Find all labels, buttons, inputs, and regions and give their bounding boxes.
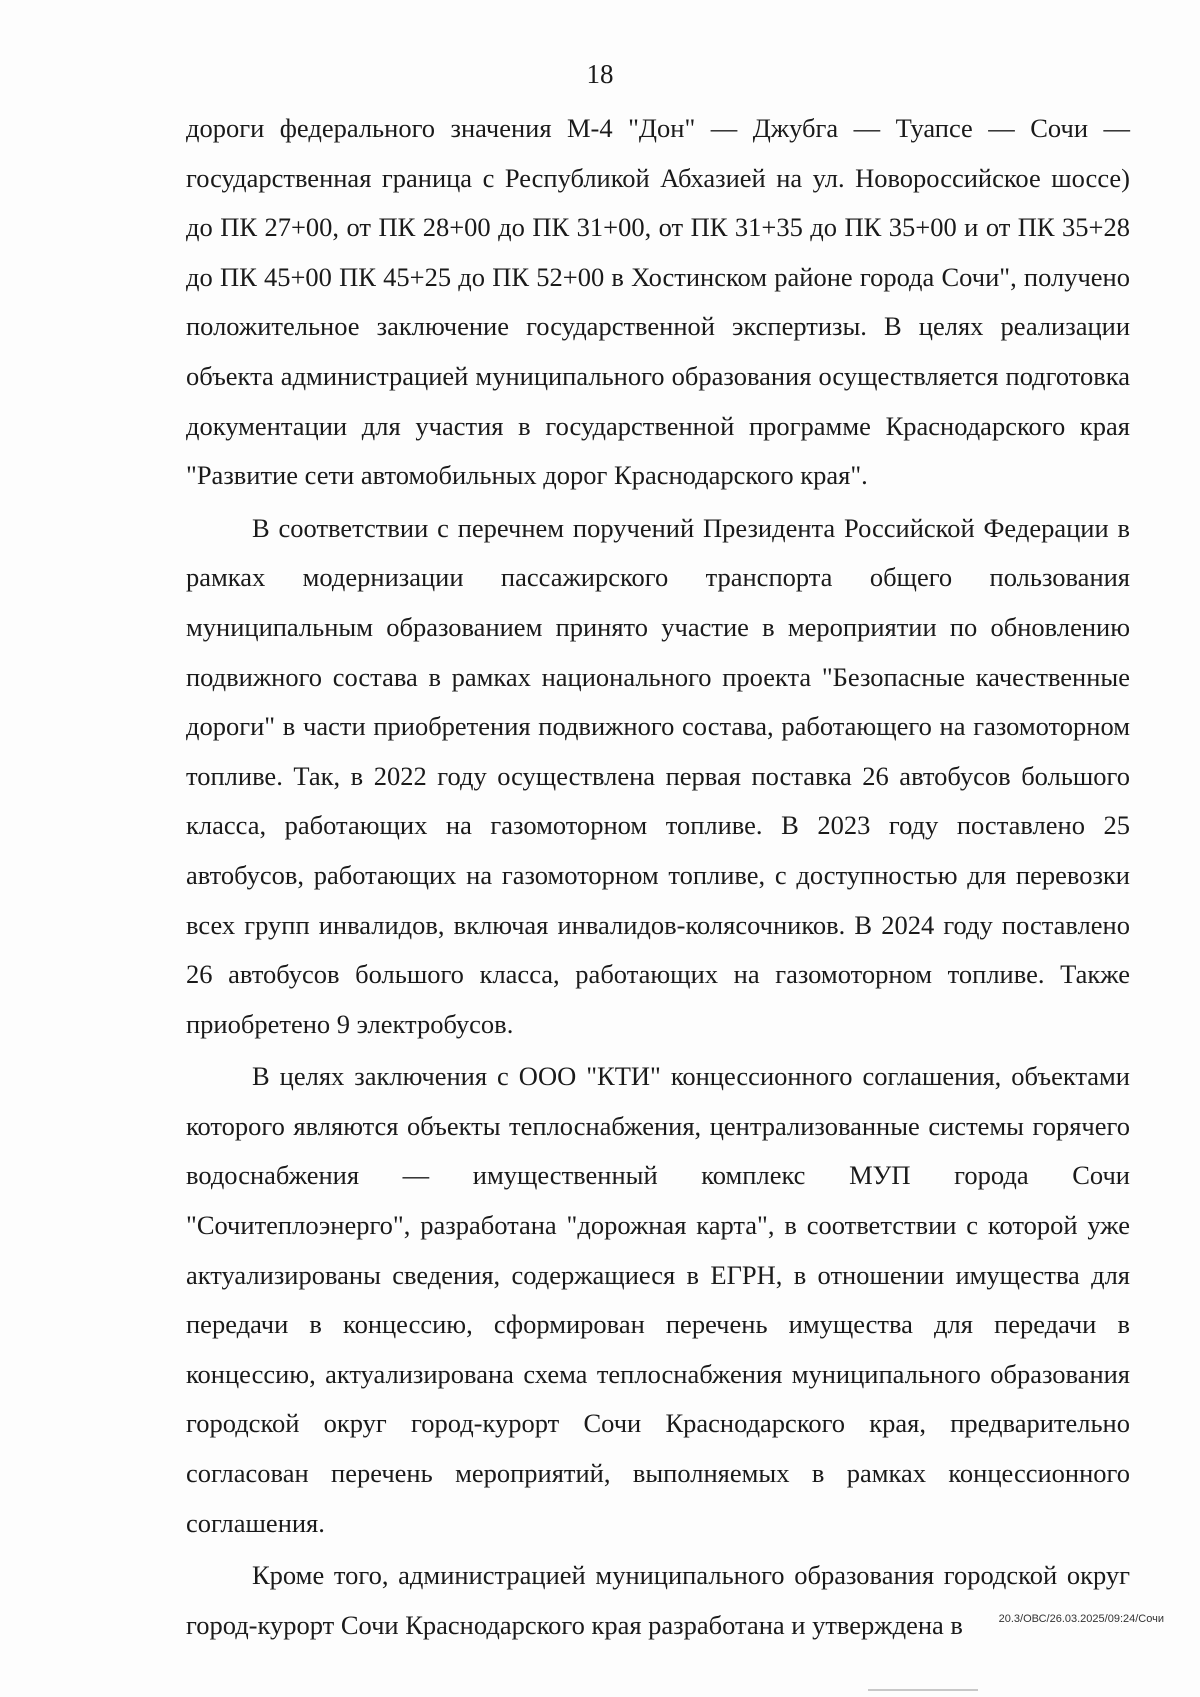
paragraph-road-continuation: дороги федерального значения М-4 "Дон" — Джубга — Туапсе — Сочи — государственная граница с Республикой Абхазией на ул. Новороссийское шоссе) до ПК 27+00, от ПК 28+00 до ПК 31+00, от ПК 31+35 до ПК 35+00 и от ПК 35+28 до ПК 45+00 ПК 45+25 до ПК 52+00 в Хостинском районе города Сочи", получено положительное заключение государственной экспертизы. В целях реализации объекта администрацией муниципального образования осуществляется подготовка документации для участия в государственной программе Краснодарского края "Развитие сети автомобильных дорог Краснодарского края". bbox=[186, 113, 1130, 491]
page-number: 18 bbox=[586, 59, 614, 89]
paragraph-concession: В целях заключения с ООО "КТИ" концессионного соглашения, объектами которого являются объекты теплоснабжения, централизованные системы горячего водоснабжения — имущественный комплекс МУП города Сочи "Сочитеплоэнерго", разработана "дорожная карта", в соответствии с которой уже актуализированы сведения, содержащиеся в ЕГРН, в отношении имущества для передачи в концессию, сформирован перечень имущества для передачи в концессию, актуализирована схема теплоснабжения муниципального образования городской округ город-курорт Сочи Краснодарского края, предварительно согласован перечень мероприятий, выполняемых в рамках концессионного соглашения. bbox=[186, 1061, 1130, 1538]
document-stamp: 20.3/ОВС/26.03.2025/09:24/Сочи bbox=[998, 1613, 1164, 1625]
paragraph-bus-fleet: В соответствии с перечнем поручений Президента Российской Федерации в рамках модернизации пассажирского транспорта общего пользования муниципальным образованием принято участие в мероприятии по обновлению подвижного состава в рамках национального проекта "Безопасные качественные дороги" в части приобретения подвижного состава, работающего на газомоторном топливе. Так, в 2022 году осуществлена первая поставка 26 автобусов большого класса, работающих на газомоторном топливе. В 2023 году поставлено 25 автобусов, работающих на газомоторном топливе, с доступностью для перевозки всех групп инвалидов, включая инвалидов-колясочников. В 2024 году поставлено 26 автобусов большого класса, работающих на газомоторном топливе. Также приобретено 9 электробусов. bbox=[186, 512, 1130, 1039]
document-body bbox=[186, 104, 1130, 1650]
scan-artifact-line bbox=[868, 1689, 978, 1691]
paragraph-additionally: Кроме того, администрацией муниципального образования городской округ город-курорт Сочи Краснодарского края разработана и утверждена в bbox=[186, 1560, 1130, 1640]
